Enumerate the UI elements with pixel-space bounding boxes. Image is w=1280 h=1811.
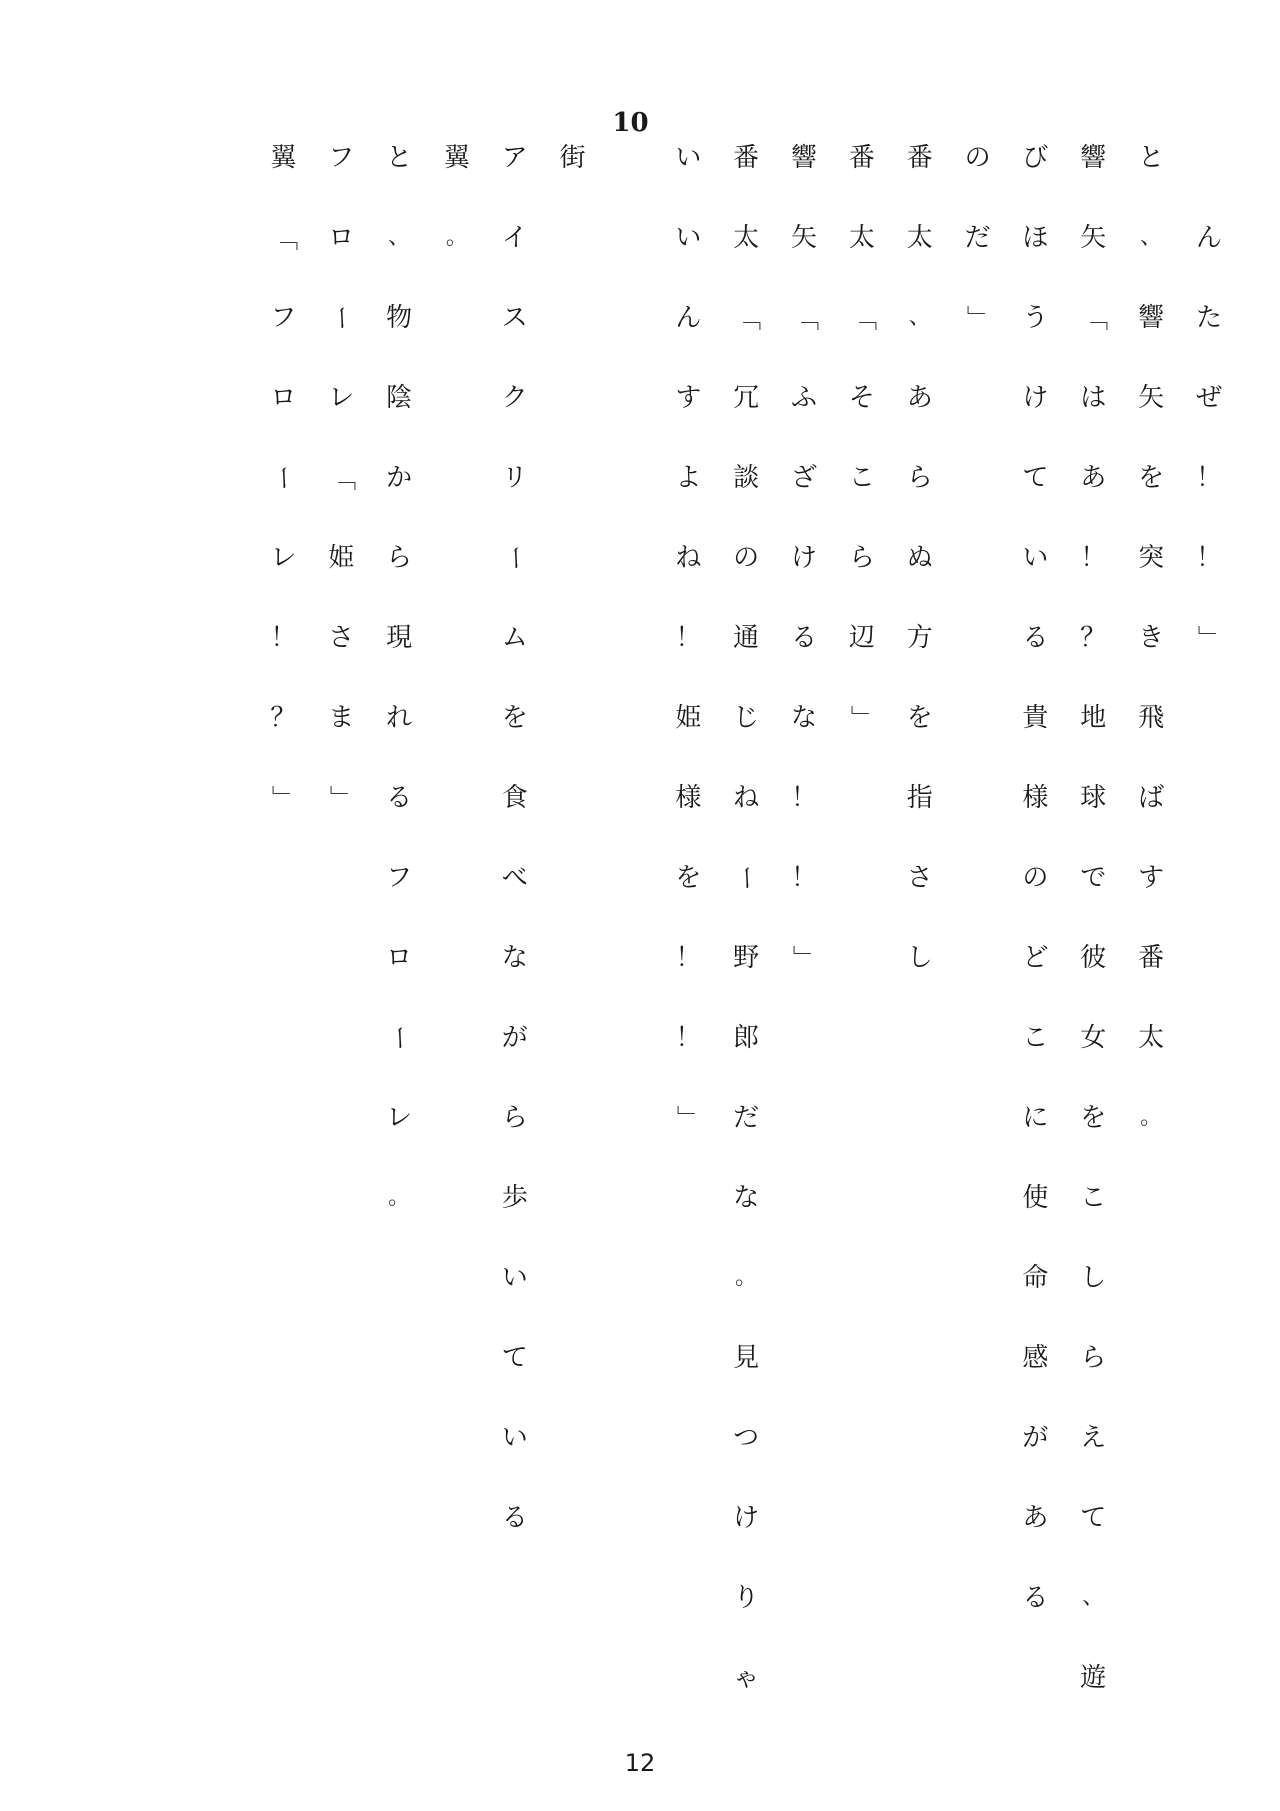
glyph: ら [1080,1343,1107,1373]
glyph: た [1195,303,1222,333]
glyph: 響 [791,143,818,173]
glyph: れ [386,703,413,733]
glyph: で [1080,863,1107,893]
text-column [726,118,766,1718]
glyph: ら [906,463,933,493]
glyph: り [733,1583,760,1613]
glyph: ー [326,304,357,331]
glyph: 」 [789,944,820,971]
glyph: 突 [1138,543,1165,573]
glyph: こ [848,463,875,493]
glyph: 辺 [848,623,875,653]
glyph: ふ [791,383,818,413]
glyph: ロ [328,223,355,253]
glyph: 談 [733,463,760,493]
glyph: の [733,543,760,573]
glyph: う [1022,303,1049,333]
glyph: 太 [733,223,760,253]
glyph: 番 [1138,943,1165,973]
glyph: る [1022,1583,1049,1613]
glyph: 」 [962,304,993,331]
glyph: 球 [1080,783,1107,813]
glyph: 彼 [1080,943,1107,973]
glyph: ！ [1080,543,1107,573]
text-column [1131,118,1171,1158]
page-number: 12 [624,1749,656,1777]
glyph: ！ [1195,463,1222,493]
glyph: 」 [326,784,357,811]
glyph: ね [675,543,702,573]
glyph: 命 [1022,1263,1049,1293]
chapter-number: 10 [612,108,649,138]
glyph: ！ [270,623,297,653]
glyph: ！ [675,943,702,973]
text-column [900,118,940,998]
glyph: 様 [1022,783,1049,813]
glyph: 太 [1138,1023,1165,1053]
glyph: ！ [791,863,818,893]
glyph: は [1080,383,1107,413]
glyph: だ [733,1103,760,1133]
glyph: 姫 [328,543,355,573]
glyph: し [906,943,933,973]
glyph: え [1080,1423,1107,1453]
glyph: 」 [673,1104,704,1131]
glyph: 、 [908,305,931,330]
glyph: が [501,1023,528,1053]
glyph: ！ [675,623,702,653]
glyph: と [1138,143,1165,173]
glyph: 。 [1140,1105,1163,1130]
glyph: ー [731,864,762,891]
glyph: い [1022,543,1049,573]
glyph: て [1080,1503,1107,1533]
text-column [958,118,998,358]
glyph: け [1022,383,1049,413]
glyph: じ [733,703,760,733]
glyph: ！ [791,783,818,813]
glyph: ら [386,543,413,573]
glyph: 冗 [733,383,760,413]
text-column [1073,118,1113,1718]
glyph: フ [386,863,413,893]
glyph [1189,118,1229,198]
text-column [1189,118,1229,678]
glyph: フ [270,303,297,333]
glyph: 響 [1138,303,1165,333]
glyph: て [501,1343,528,1373]
glyph: ！ [1195,543,1222,573]
glyph: ！ [675,1023,702,1053]
glyph: き [1138,623,1165,653]
glyph: 響 [1080,143,1107,173]
glyph: と [386,143,413,173]
glyph: を [1080,1103,1107,1133]
glyph: を [906,703,933,733]
glyph: ら [848,543,875,573]
glyph: し [1080,1263,1107,1293]
glyph: ぬ [906,543,933,573]
glyph: 貴 [1022,703,1049,733]
glyph: 番 [848,143,875,173]
glyph: フ [328,143,355,173]
text-column [553,118,593,198]
glyph: レ [386,1103,413,1133]
glyph: い [501,1263,528,1293]
glyph: 太 [848,223,875,253]
glyph: 感 [1022,1343,1049,1373]
glyph: あ [1080,463,1107,493]
glyph: る [1022,623,1049,653]
glyph: い [675,143,702,173]
glyph: す [1138,863,1165,893]
glyph: に [1022,1103,1049,1133]
glyph: ざ [791,463,818,493]
text-column [321,118,361,838]
glyph: 太 [906,223,933,253]
glyph: イ [501,223,528,253]
glyph: ほ [1022,223,1049,253]
glyph: 。 [735,1265,758,1290]
glyph: ク [501,383,528,413]
glyph: こ [1080,1183,1107,1213]
glyph: 郎 [733,1023,760,1053]
glyph: る [386,783,413,813]
glyph: 「 [1078,304,1109,331]
glyph: ね [733,783,760,813]
text-column [784,118,824,998]
glyph: ま [328,703,355,733]
glyph: ー [384,1024,415,1051]
glyph: か [386,463,413,493]
glyph: ム [501,623,528,653]
glyph: 現 [386,623,413,653]
glyph: い [675,223,702,253]
glyph: 、 [1140,225,1163,250]
glyph: い [501,1423,528,1453]
text-column [842,118,882,758]
glyph: 方 [906,623,933,653]
glyph: 使 [1022,1183,1049,1213]
text-column [1015,118,1055,1638]
glyph: 翼 [270,143,297,173]
text-column [437,118,477,278]
glyph: び [1022,143,1049,173]
glyph: 「 [268,224,299,251]
glyph: さ [328,623,355,653]
glyph: ス [501,303,528,333]
glyph: あ [906,383,933,413]
glyph: を [675,863,702,893]
glyph: す [675,383,702,413]
glyph: 様 [675,783,702,813]
glyph: ー [499,544,530,571]
glyph: よ [675,463,702,493]
glyph: ん [1195,223,1222,253]
glyph: つ [733,1423,760,1453]
glyph: 「 [731,304,762,331]
glyph: 野 [733,943,760,973]
glyph: 」 [268,784,299,811]
glyph: の [964,143,991,173]
glyph: 番 [733,143,760,173]
glyph: ア [501,143,528,173]
glyph: レ [270,543,297,573]
glyph: 番 [906,143,933,173]
glyph: ロ [386,943,413,973]
glyph: ら [501,1103,528,1133]
glyph: な [733,1183,760,1213]
glyph: ？ [270,703,297,733]
glyph: ど [1022,943,1049,973]
glyph: ゃ [733,1663,760,1693]
glyph: 物 [386,303,413,333]
glyph: ロ [270,383,297,413]
glyph: 矢 [1138,383,1165,413]
glyph: 。 [445,225,468,250]
glyph: 翼 [443,143,470,173]
glyph: ？ [1080,623,1107,653]
glyph: 指 [906,783,933,813]
text-column [263,118,303,838]
glyph: を [501,703,528,733]
glyph: が [1022,1423,1049,1453]
glyph: 「 [789,304,820,331]
glyph: ぜ [1195,383,1222,413]
glyph: る [501,1503,528,1533]
glyph: 、 [1082,1585,1105,1610]
glyph: 矢 [1080,223,1107,253]
glyph: レ [328,383,355,413]
glyph: の [1022,863,1049,893]
text-column [668,118,708,1158]
glyph: 矢 [791,223,818,253]
glyph: あ [1022,1503,1049,1533]
glyph: け [791,543,818,573]
glyph: 通 [733,623,760,653]
text-column [379,118,419,1238]
glyph: そ [848,383,875,413]
glyph: 地 [1080,703,1107,733]
glyph: さ [906,863,933,893]
glyph: ば [1138,783,1165,813]
glyph: 街 [559,143,586,173]
glyph: 、 [388,225,411,250]
glyph: 「 [326,464,357,491]
glyph: ー [268,464,299,491]
glyph: ん [675,303,702,333]
text-column [495,118,535,1558]
glyph: 陰 [386,383,413,413]
glyph: 遊 [1080,1663,1107,1693]
glyph: 」 [1194,624,1224,651]
glyph: 飛 [1138,703,1165,733]
glyph: る [791,623,818,653]
glyph: 歩 [501,1183,528,1213]
glyph: 。 [388,1185,411,1210]
glyph: な [791,703,818,733]
glyph: け [733,1503,760,1533]
glyph: 」 [846,704,877,731]
glyph: べ [501,863,528,893]
glyph: な [501,943,528,973]
glyph: 女 [1080,1023,1107,1053]
glyph: リ [501,463,528,493]
glyph: 「 [846,304,877,331]
glyph: 見 [733,1343,760,1373]
glyph: を [1138,463,1165,493]
glyph: だ [964,223,991,253]
glyph: こ [1022,1023,1049,1053]
glyph: て [1022,463,1049,493]
glyph: 姫 [675,703,702,733]
glyph: 食 [501,783,528,813]
